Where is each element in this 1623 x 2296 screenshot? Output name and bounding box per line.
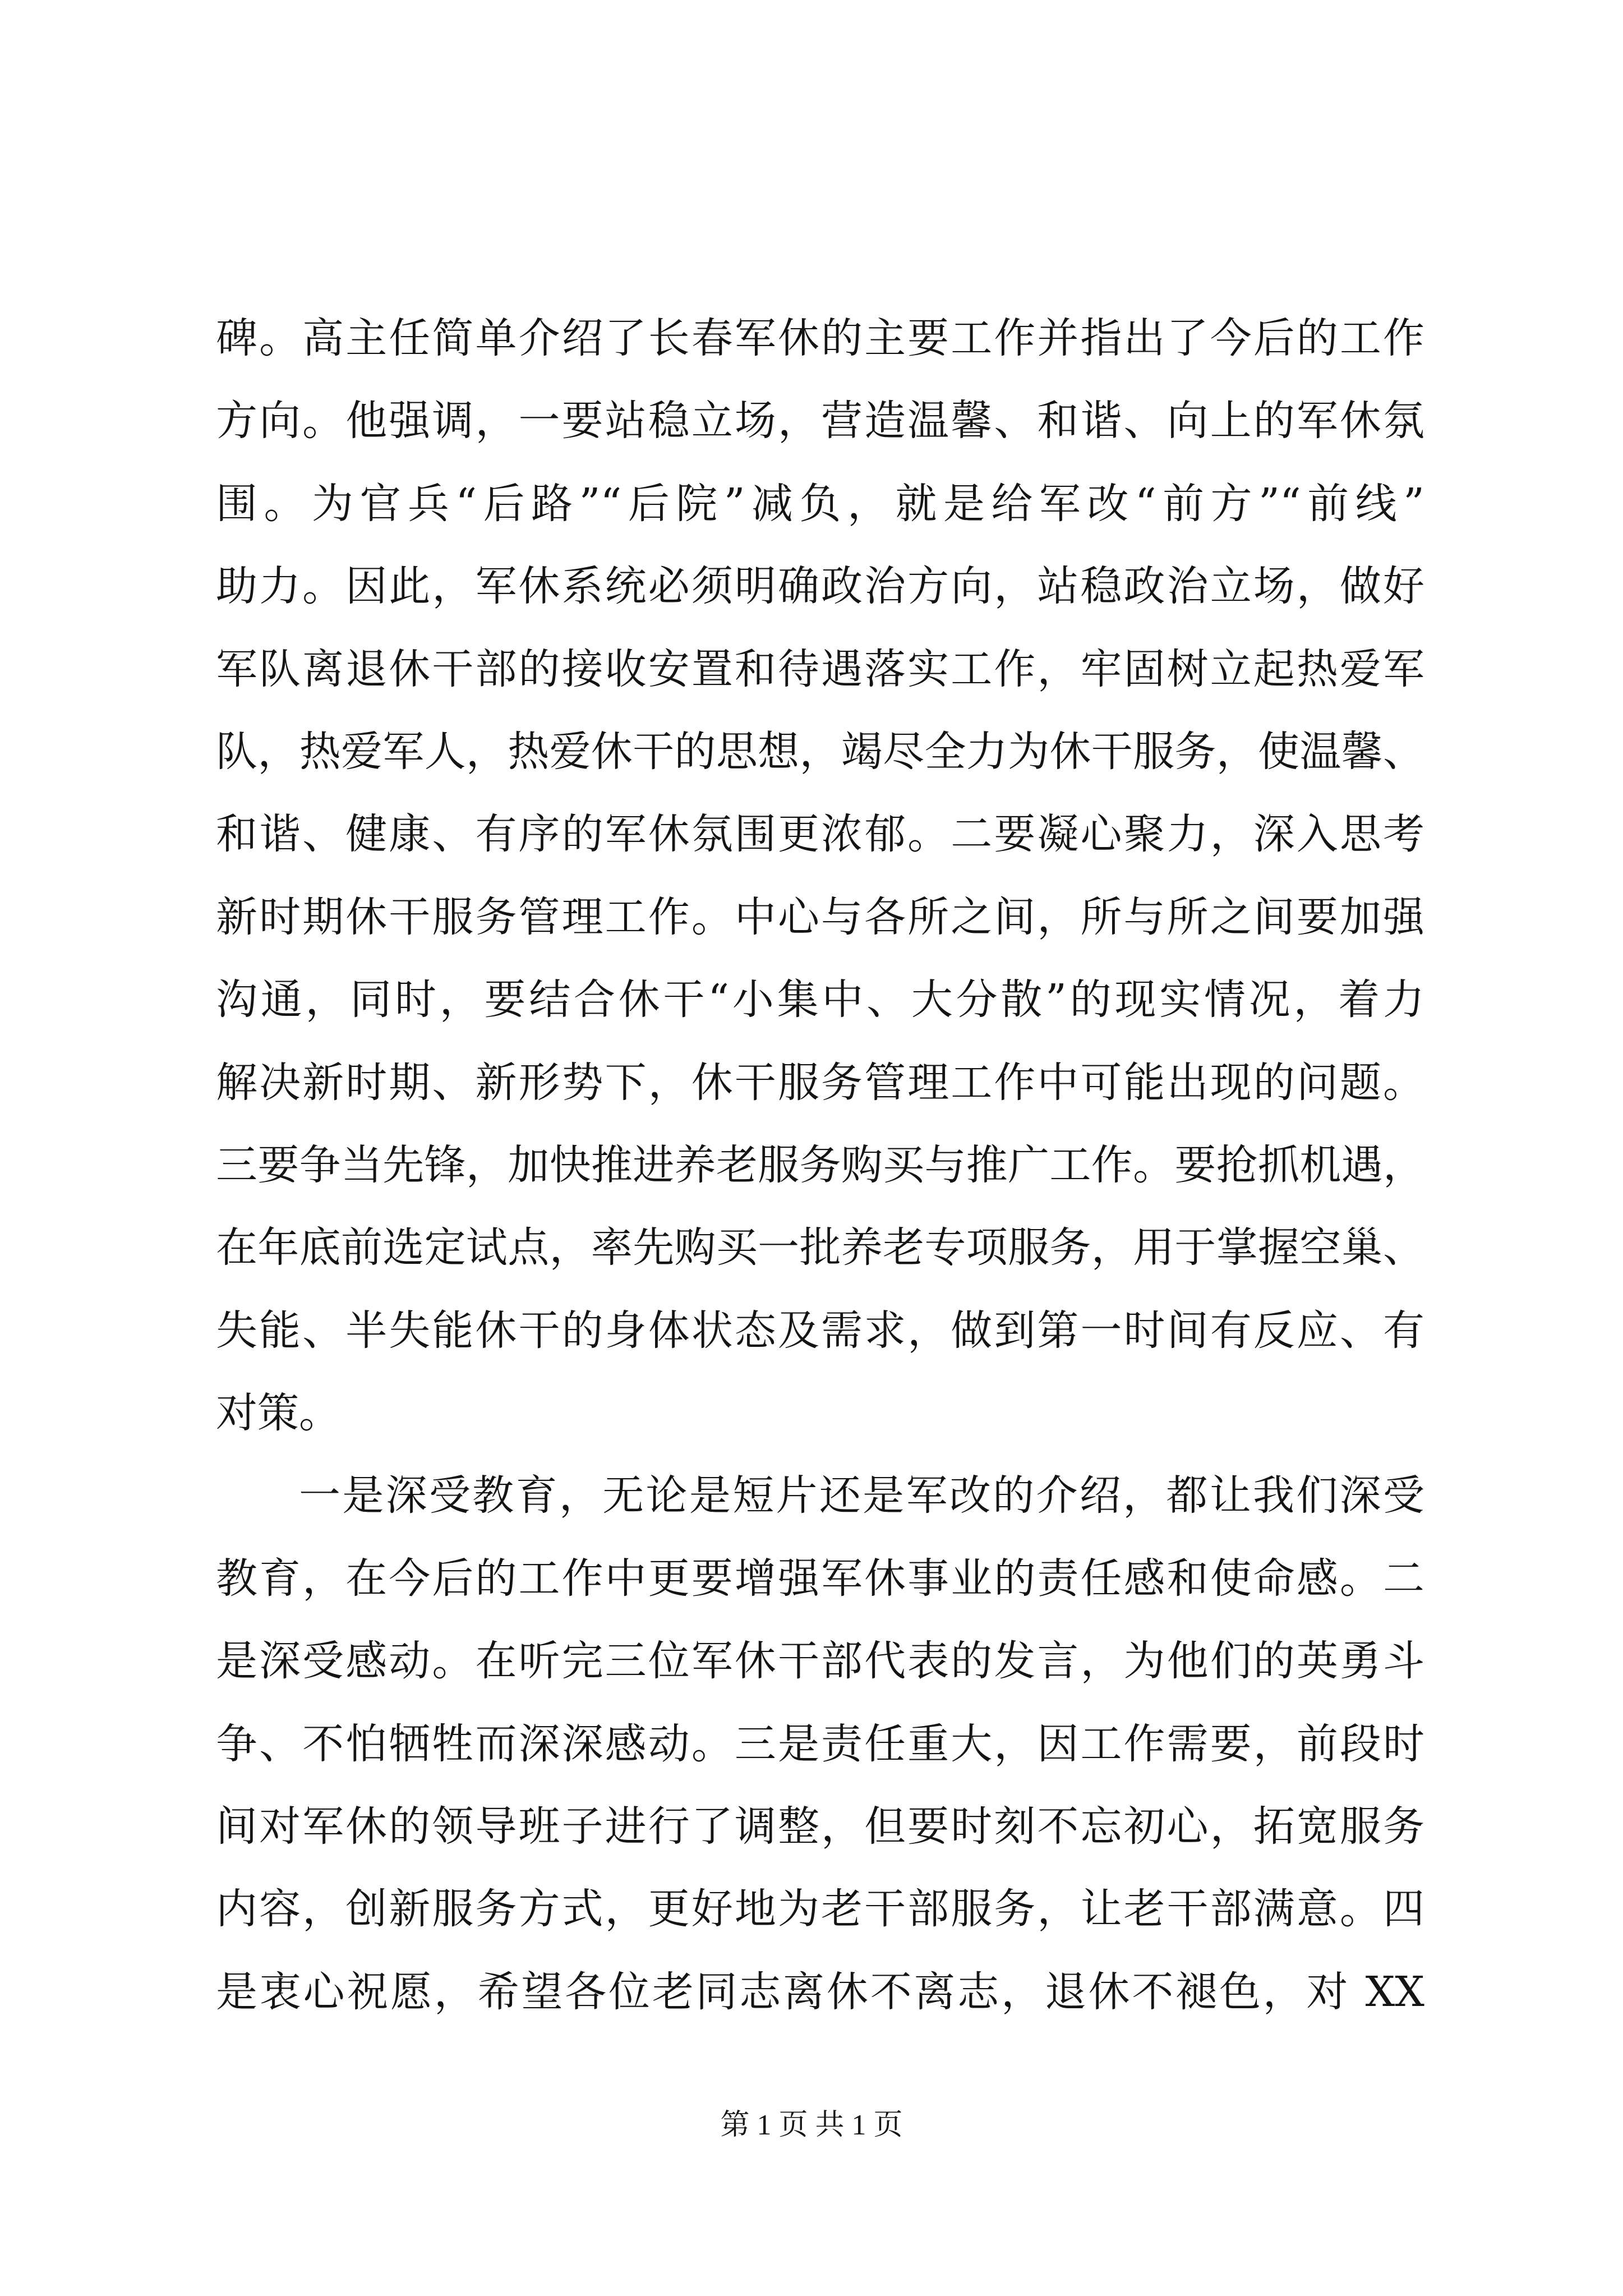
text-line: 是衷心祝愿，希望各位老同志离休不离志，退休不褪色，对 XX [216, 1967, 1424, 2016]
text-line: 一是深受教育，无论是短片还是军改的介绍，都让我们深受 [299, 1471, 1424, 1520]
text-line: 内容，创新服务方式，更好地为老干部服务，让老干部满意。四 [216, 1885, 1424, 1934]
text-line: 碑。高主任简单介绍了长春军休的主要工作并指出了今后的工作 [216, 314, 1424, 362]
text-line: 在年底前选定试点，率先购买一批养老专项服务，用于掌握空巢、 [216, 1223, 1424, 1272]
text-line: 三要争当先锋，加快推进养老服务购买与推广工作。要抢抓机遇， [216, 1140, 1424, 1189]
document-body [216, 297, 1424, 2033]
paragraph-2 [216, 1455, 1424, 2033]
text-line: 对策。 [216, 1389, 340, 1438]
text-line: 争、不怕牺牲而深深感动。三是责任重大，因工作需要，前段时 [216, 1719, 1424, 1768]
text-line: 助力。因此，军休系统必须明确政治方向，站稳政治立场，做好 [216, 562, 1424, 611]
text-line: 方向。他强调，一要站稳立场，营造温馨、和谐、向上的军休氛 [216, 397, 1424, 445]
text-line: 新时期休干服务管理工作。中心与各所之间，所与所之间要加强 [216, 892, 1424, 941]
paragraph-1 [216, 297, 1424, 1455]
text-line: 解决新时期、新形势下，休干服务管理工作中可能出现的问题。 [216, 1058, 1424, 1107]
text-line: 军队离退休干部的接收安置和待遇落实工作，牢固树立起热爱军 [216, 645, 1424, 693]
page-number-label: 第 1 页 共 1 页 [720, 2109, 903, 2141]
text-line: 和谐、健康、有序的军休氛围更浓郁。二要凝心聚力，深入思考 [216, 810, 1424, 859]
page-footer [0, 2101, 1623, 2143]
text-line: 沟通，同时，要结合休干“小集中、大分散”的现实情况，着力 [216, 976, 1424, 1024]
text-line: 是深受感动。在听完三位军休干部代表的发言，为他们的英勇斗 [216, 1637, 1424, 1686]
text-line: 教育，在今后的工作中更要增强军休事业的责任感和使命感。二 [216, 1554, 1424, 1603]
text-line: 队，热爱军人，热爱休干的思想，竭尽全力为休干服务，使温馨、 [216, 727, 1424, 776]
text-line: 间对军休的领导班子进行了调整，但要时刻不忘初心，拓宽服务 [216, 1802, 1424, 1851]
text-line: 围。为官兵“后路”“后院”减负，就是给军改“前方”“前线” [216, 479, 1424, 528]
text-line: 失能、半失能休干的身体状态及需求，做到第一时间有反应、有 [216, 1306, 1424, 1355]
